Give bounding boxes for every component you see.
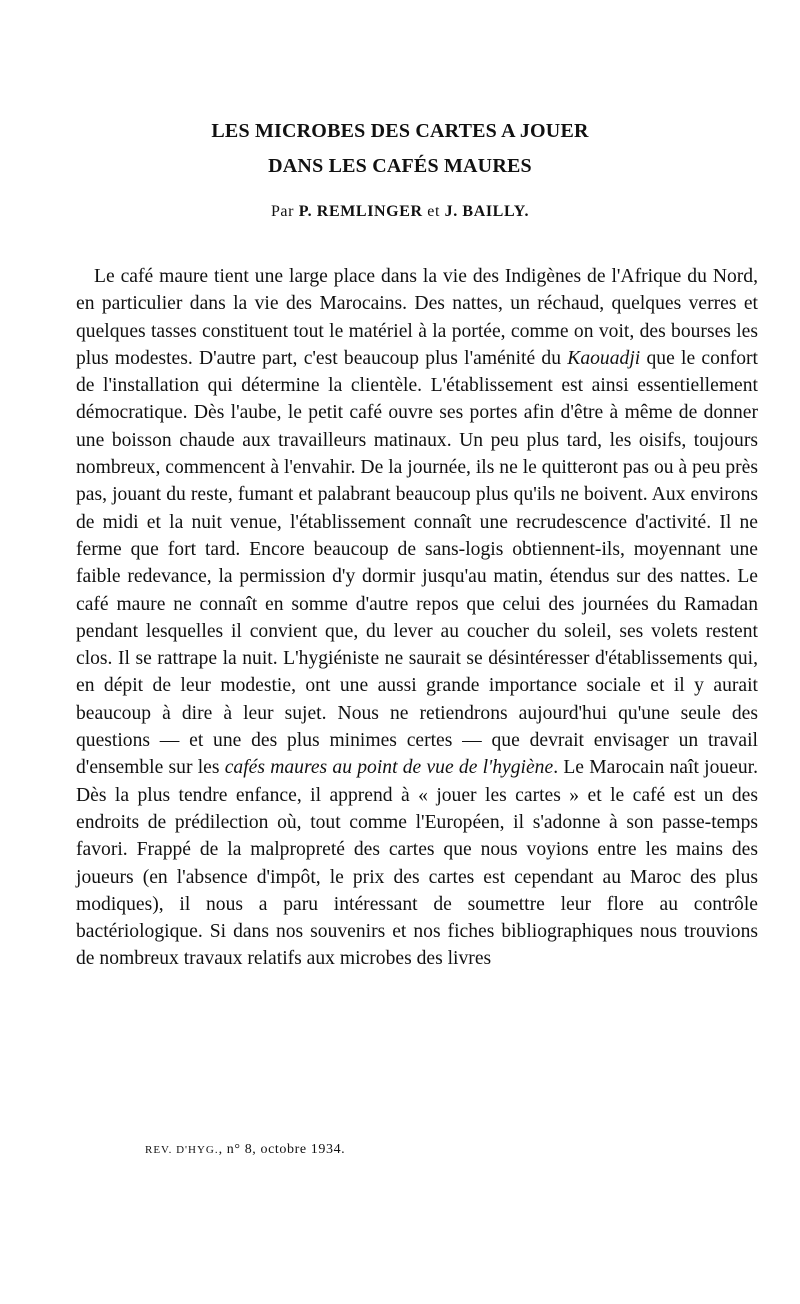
article-body bbox=[76, 263, 758, 973]
body-italic-cafes-maures: cafés maures au point de vue de l'hygiène bbox=[224, 757, 554, 779]
byline-conjunction: et bbox=[427, 203, 441, 220]
author-bailly: J. BAILLY. bbox=[444, 203, 530, 220]
author-byline bbox=[0, 203, 800, 221]
article-title-line-2: DANS LES CAFÉS MAURES bbox=[268, 155, 532, 177]
journal-abbreviation: REV. D'HYG. bbox=[145, 1144, 219, 1156]
body-text-segment-2: que le confort de l'installation qui détermine la clientèle. L'établissement est ainsi essentiellement démocratique. Dès l'aube, le petit café ouvre ses portes afin d'être à même de donner une boisson chaude aux travailleurs matinaux. Un peu plus tard, les oisifs, toujours nombreux, commencent à l'envahir. De la journée, ils ne le quitteront pas ou à peu près pas, jouant du reste, fumant et palabrant beaucoup plus qu'ils ne boivent. Aux environs de midi et la nuit venue, l'établissement connaît une recrudescence d'activité. Il ne ferme que fort tard. Encore beaucoup de sans-logis obtiennent-ils, moyennant une faible redevance, la permission d'y dormir jusqu'au matin, étendus sur des nattes. Le café maure ne connaît en somme d'autre repos que celui des journées du Ramadan pendant lesquelles il convient que, du lever au coucher du soleil, ses volets restent clos. Il se rattrape la nuit. L'hygiéniste ne saurait se désintéresser d'établissements qui, en dépit de leur modestie, ont une aussi grande importance sociale et il y aurait beaucoup à dire à leur sujet. Nous ne retiendrons aujourd'hui qu'une seule des questions — et une des plus minimes certes — que devrait envisager un travail d'ensemble sur les bbox=[76, 347, 758, 779]
journal-footer bbox=[145, 1142, 345, 1158]
article-title-line-1: LES MICROBES DES CARTES A JOUER bbox=[211, 120, 589, 142]
issue-info: , n° 8, octobre 1934. bbox=[218, 1142, 346, 1157]
body-italic-kaouadji: Kaouadji bbox=[567, 347, 641, 369]
body-text-segment-1: Le café maure tient une large place dans la vie des Indigènes de l'Afrique du Nord, en particulier dans la vie des Marocains. Des nattes, un réchaud, quelques verres et quelques tasses constituent tout le matériel à la portée, comme on voit, des bourses les plus modestes. D'autre part, c'est beaucoup plus l'aménité du bbox=[76, 266, 758, 369]
body-text-segment-3: . Le Marocain naît joueur. Dès la plus tendre enfance, il apprend à « jouer les cartes » et le café est un des endroits de prédilection où, tout comme l'Européen, il s'adonne à son passe-temps favori. Frappé de la malpropreté des cartes que nous voyions entre les mains des joueurs (en l'absence d'impôt, le prix des cartes est cependant au Maroc des plus modiques), il nous a paru intéressant de soumettre leur flore au contrôle bactériologique. Si dans nos souvenirs et nos fiches bibliographiques nous trouvions de nombreux travaux relatifs aux microbes des livres bbox=[76, 757, 758, 970]
body-paragraph bbox=[76, 263, 758, 973]
author-remlinger: P. REMLINGER bbox=[298, 203, 423, 220]
byline-prefix: Par bbox=[270, 203, 295, 220]
